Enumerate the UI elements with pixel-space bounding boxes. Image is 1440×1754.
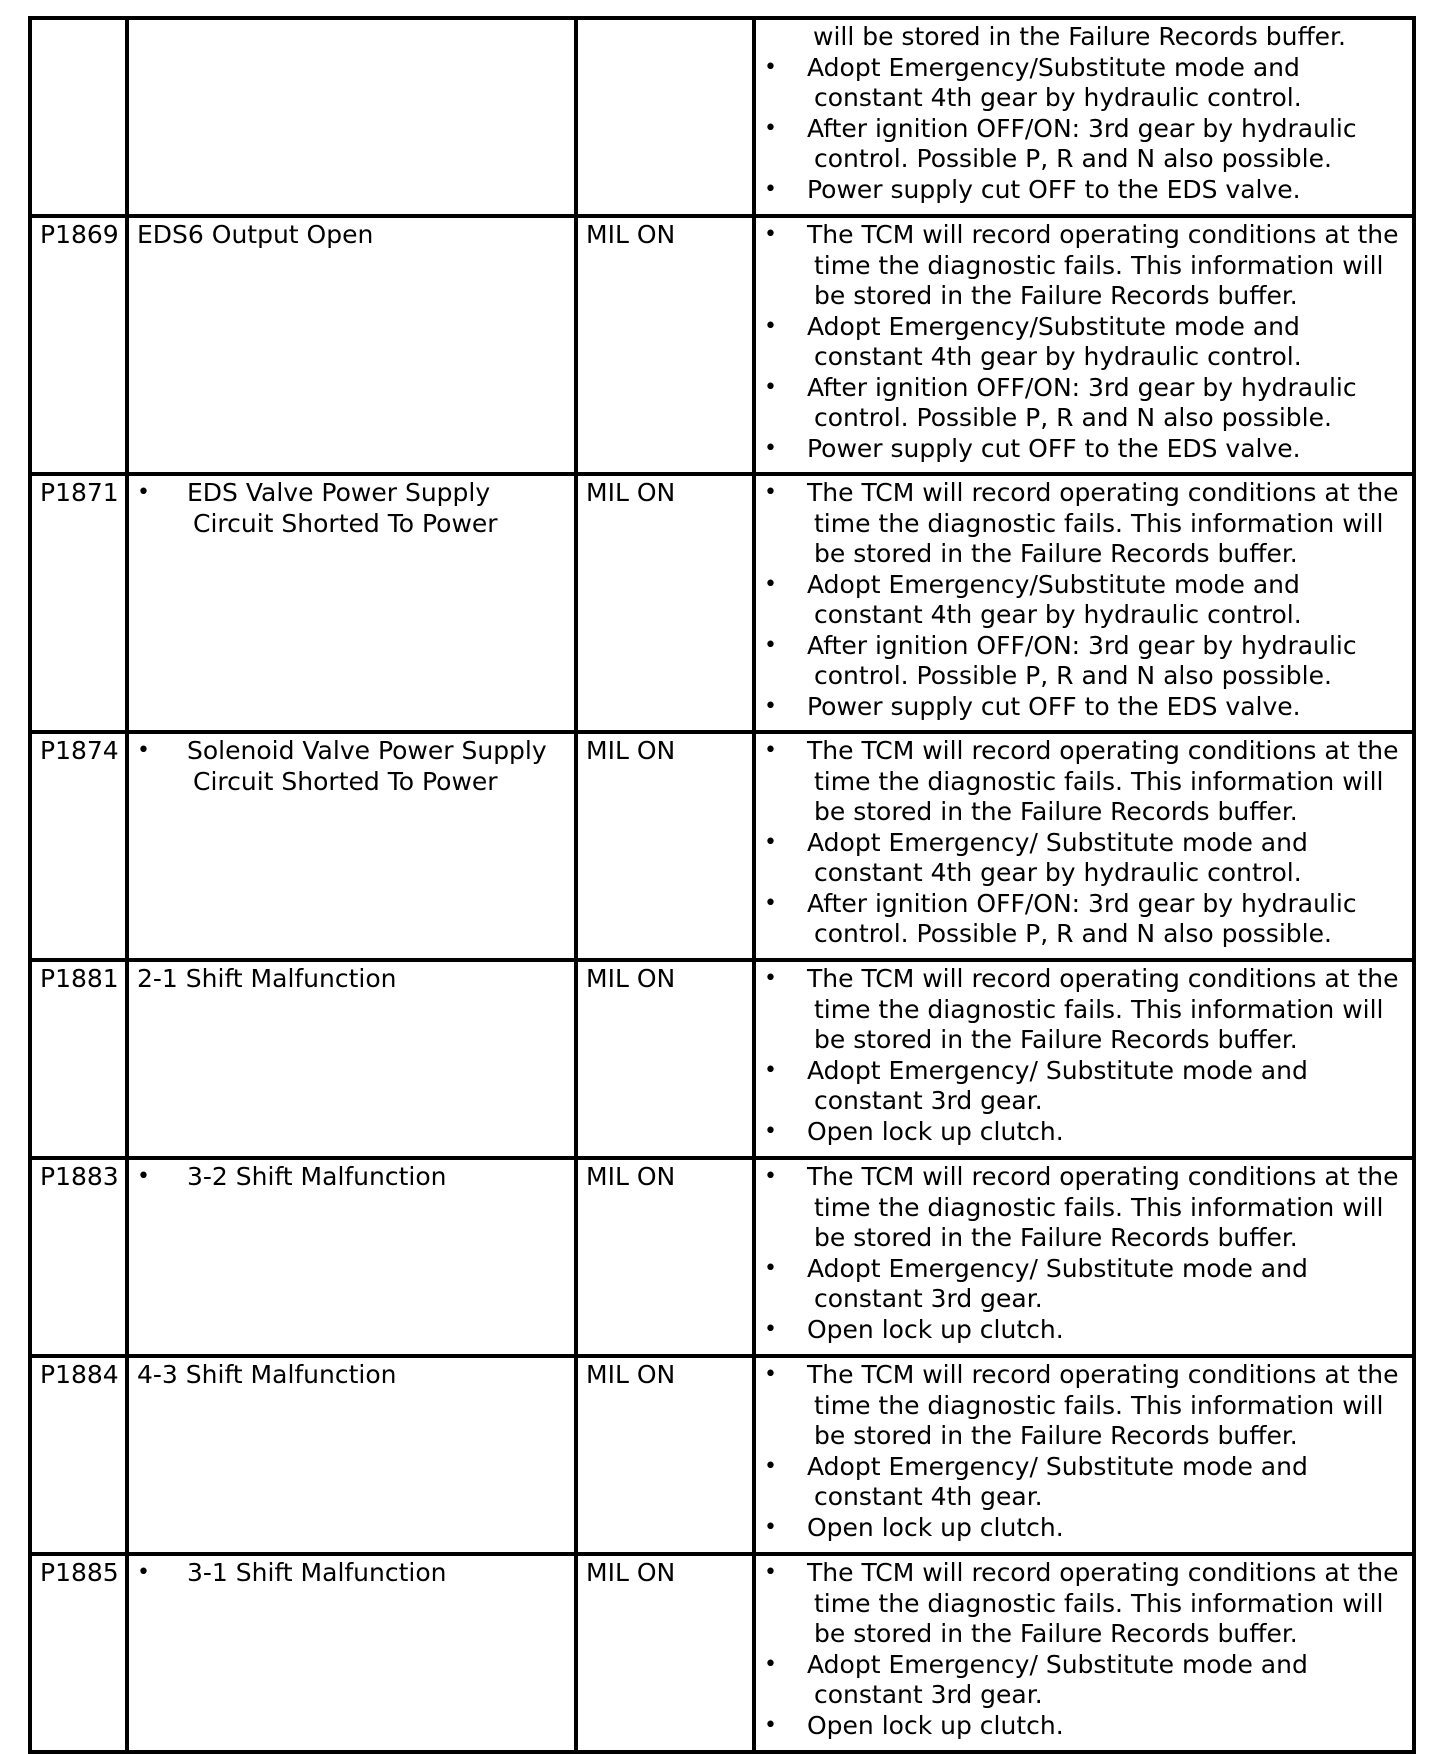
dtc-table-body [30, 18, 1414, 1752]
list-item: • Adopt Emergency/Substitute mode and constant 4th gear by hydraulic control. [764, 53, 1404, 114]
list-item: • Adopt Emergency/ Substitute mode and constant 3rd gear. [764, 1254, 1404, 1315]
mil-status-cell [576, 216, 754, 474]
mil-status: MIL ON [586, 736, 676, 765]
list-item: • Power supply cut OFF to the EDS valve. [764, 175, 1404, 206]
action-list [764, 1162, 1404, 1345]
list-item: • Open lock up clutch. [764, 1117, 1404, 1148]
table-row [30, 732, 1414, 960]
table-row [30, 18, 1414, 216]
dtc-description-line: • EDS Valve Power Supply [187, 478, 491, 507]
dtc-code-cell [30, 732, 127, 960]
list-item: • Adopt Emergency/Substitute mode and constant 4th gear by hydraulic control. [764, 312, 1404, 373]
dtc-code: P1869 [40, 220, 119, 249]
table-row [30, 1554, 1414, 1752]
actions-cell [754, 1158, 1414, 1356]
mil-status: MIL ON [586, 1162, 676, 1191]
dtc-code: P1884 [40, 1360, 119, 1389]
dtc-description [137, 1558, 566, 1589]
dtc-code: P1885 [40, 1558, 119, 1587]
mil-status: MIL ON [586, 1558, 676, 1587]
dtc-description-cell [127, 18, 576, 216]
dtc-code-cell [30, 216, 127, 474]
list-item: • The TCM will record operating conditions at the time the diagnostic fails. This information will be stored in the Failure Records buffer. [764, 220, 1404, 312]
dtc-code-cell [30, 1158, 127, 1356]
mil-status-cell [576, 960, 754, 1158]
list-item: • Open lock up clutch. [764, 1711, 1404, 1742]
list-item: • Open lock up clutch. [764, 1315, 1404, 1346]
mil-status: MIL ON [586, 220, 676, 249]
list-item: • After ignition OFF/ON: 3rd gear by hydraulic control. Possible P, R and N also possible. [764, 114, 1404, 175]
dtc-description-line: • Solenoid Valve Power Supply [187, 736, 547, 765]
dtc-description [137, 478, 566, 539]
action-list [764, 1558, 1404, 1741]
action-list [764, 220, 1404, 464]
dtc-description-cell [127, 216, 576, 474]
dtc-code-cell [30, 18, 127, 216]
dtc-description: EDS6 Output Open [137, 220, 374, 249]
dtc-code-cell [30, 474, 127, 732]
list-item: • The TCM will record operating conditions at the time the diagnostic fails. This information will be stored in the Failure Records buffer. [764, 1162, 1404, 1254]
action-continuation: will be stored in the Failure Records buffer. [813, 22, 1346, 51]
list-item: • After ignition OFF/ON: 3rd gear by hydraulic control. Possible P, R and N also possible. [764, 889, 1404, 950]
list-item: • The TCM will record operating conditions at the time the diagnostic fails. This information will be stored in the Failure Records buffer. [764, 1360, 1404, 1452]
mil-status-cell [576, 1554, 754, 1752]
dtc-description: 4-3 Shift Malfunction [137, 1360, 397, 1389]
list-item: • After ignition OFF/ON: 3rd gear by hydraulic control. Possible P, R and N also possible. [764, 373, 1404, 434]
table-row [30, 474, 1414, 732]
dtc-description: 2-1 Shift Malfunction [137, 964, 397, 993]
mil-status-cell [576, 1356, 754, 1554]
dtc-description-line: Circuit Shorted To Power [193, 766, 498, 796]
actions-cell [754, 474, 1414, 732]
list-item: • Power supply cut OFF to the EDS valve. [764, 434, 1404, 465]
action-list [764, 1360, 1404, 1543]
mil-status-cell [576, 1158, 754, 1356]
list-item: • Adopt Emergency/ Substitute mode and constant 4th gear by hydraulic control. [764, 828, 1404, 889]
actions-cell [754, 732, 1414, 960]
actions-cell [754, 216, 1414, 474]
list-item: • Adopt Emergency/ Substitute mode and constant 3rd gear. [764, 1650, 1404, 1711]
mil-status: MIL ON [586, 478, 676, 507]
list-item: • Adopt Emergency/ Substitute mode and constant 4th gear. [764, 1452, 1404, 1513]
action-list [764, 736, 1404, 950]
list-item: • The TCM will record operating conditions at the time the diagnostic fails. This information will be stored in the Failure Records buffer. [764, 736, 1404, 828]
dtc-description-line: • 3-1 Shift Malfunction [187, 1558, 447, 1587]
mil-status-cell [576, 732, 754, 960]
action-list [764, 964, 1404, 1147]
list-item: • Open lock up clutch. [764, 1513, 1404, 1544]
dtc-code-cell [30, 1356, 127, 1554]
list-item: • The TCM will record operating conditions at the time the diagnostic fails. This information will be stored in the Failure Records buffer. [764, 964, 1404, 1056]
dtc-code-cell [30, 1554, 127, 1752]
list-item: • Power supply cut OFF to the EDS valve. [764, 692, 1404, 723]
dtc-code: P1881 [40, 964, 119, 993]
table-row [30, 1158, 1414, 1356]
list-item: • Adopt Emergency/ Substitute mode and constant 3rd gear. [764, 1056, 1404, 1117]
dtc-description-cell [127, 1356, 576, 1554]
dtc-code-cell [30, 960, 127, 1158]
actions-cell [754, 1356, 1414, 1554]
action-list [764, 53, 1404, 206]
list-item: • The TCM will record operating conditions at the time the diagnostic fails. This information will be stored in the Failure Records buffer. [764, 478, 1404, 570]
mil-status-cell [576, 474, 754, 732]
mil-status: MIL ON [586, 964, 676, 993]
mil-status: MIL ON [586, 1360, 676, 1389]
list-item: • The TCM will record operating conditions at the time the diagnostic fails. This information will be stored in the Failure Records buffer. [764, 1558, 1404, 1650]
table-row [30, 1356, 1414, 1554]
dtc-code: P1883 [40, 1162, 119, 1191]
dtc-description-cell [127, 1158, 576, 1356]
dtc-description [137, 736, 566, 797]
dtc-code: P1874 [40, 736, 119, 765]
dtc-description [137, 1162, 566, 1193]
dtc-code: P1871 [40, 478, 119, 507]
table-row [30, 960, 1414, 1158]
list-item: • After ignition OFF/ON: 3rd gear by hydraulic control. Possible P, R and N also possible. [764, 631, 1404, 692]
dtc-description-cell [127, 732, 576, 960]
dtc-description-cell [127, 474, 576, 732]
dtc-description-line: • 3-2 Shift Malfunction [187, 1162, 447, 1191]
table-row [30, 216, 1414, 474]
actions-cell [754, 960, 1414, 1158]
dtc-description-line: Circuit Shorted To Power [193, 508, 498, 538]
dtc-table [28, 16, 1416, 1754]
mil-status-cell [576, 18, 754, 216]
dtc-description-cell [127, 960, 576, 1158]
action-list [764, 478, 1404, 722]
actions-cell [754, 1554, 1414, 1752]
actions-cell [754, 18, 1414, 216]
list-item: • Adopt Emergency/Substitute mode and constant 4th gear by hydraulic control. [764, 570, 1404, 631]
dtc-description-cell [127, 1554, 576, 1752]
